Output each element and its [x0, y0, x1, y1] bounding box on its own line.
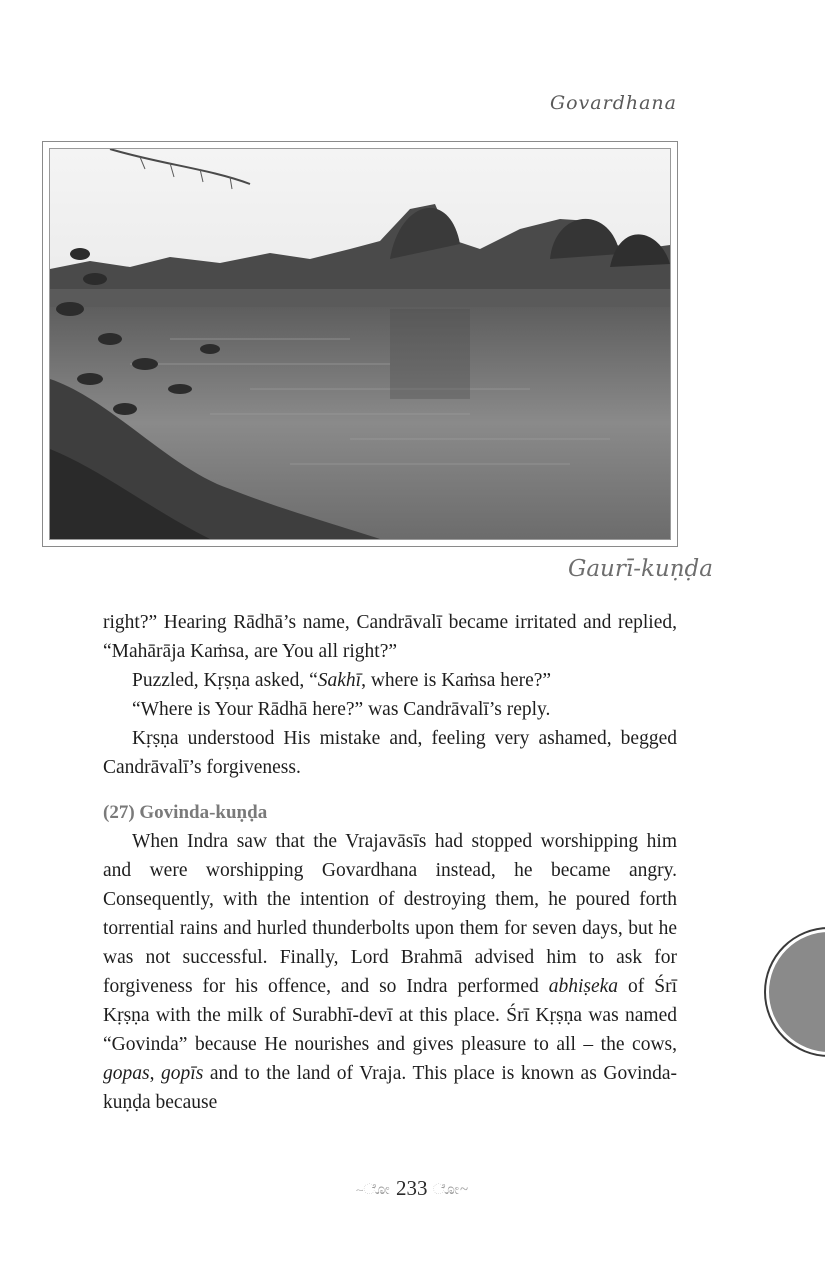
text-run: Puzzled, Kṛṣṇa asked, “ — [132, 670, 318, 691]
paragraph — [103, 666, 677, 695]
figure-frame — [42, 141, 678, 547]
chapter-thumb-tab — [766, 929, 825, 1055]
paragraph: Kṛṣṇa understood His mistake and, feeling very ashamed, begged Candrāvalī’s forgiveness. — [103, 728, 677, 778]
left-flourish-icon: ~ೋ — [355, 1182, 391, 1199]
text-run: and to the land of Vraja. This place is known as Govinda-kuṇḍa because — [103, 1063, 678, 1113]
page-number: 233 — [395, 1176, 428, 1200]
paragraph: right?” Hearing Rādhā’s name, Candrāvalī became irritated and replied, “Mahārāja Kaṁsa, are You all right?” — [103, 612, 677, 662]
page-number-block — [0, 1176, 825, 1201]
text-run: of Śrī Kṛṣṇa with the milk of Surabhī-devī at this place. Śrī Kṛṣṇa was named “Govinda” because He nourishes and gives pleasure to all – the cows, — [103, 976, 678, 1055]
paragraph — [103, 827, 677, 1117]
italic-term: gopas — [103, 1063, 150, 1084]
text-run: , — [149, 1063, 162, 1084]
paragraph: “Where is Your Rādhā here?” was Candrāvalī’s reply. — [132, 699, 551, 720]
figure-caption: Gaurī-kuṇḍa — [567, 556, 713, 582]
pond-photo — [49, 148, 671, 540]
text-run: When Indra saw that the Vrajavāsīs had stopped worshipping him and were worshipping Govardhana instead, he became angry. Consequently, with the intention of destroying them, he poured forth torrential rains and hurled thunderbolts upon them for seven days, but he was not successful. Finally, Lord Brahmā advised him to ask for forgiveness for his offence, and so Indra performed — [103, 831, 677, 997]
right-flourish-icon: ೋ~ — [432, 1182, 470, 1199]
italic-term: gopīs — [161, 1063, 204, 1084]
section-heading: (27) Govinda-kuṇḍa — [103, 802, 268, 823]
body-text — [103, 608, 677, 1117]
running-head: Govardhana — [549, 92, 677, 114]
pond-photo-illustration — [50, 149, 670, 539]
italic-term: Sakhī — [317, 670, 362, 691]
italic-term: abhiṣeka — [548, 976, 619, 997]
text-run: , where is Kaṁsa here?” — [361, 670, 552, 691]
